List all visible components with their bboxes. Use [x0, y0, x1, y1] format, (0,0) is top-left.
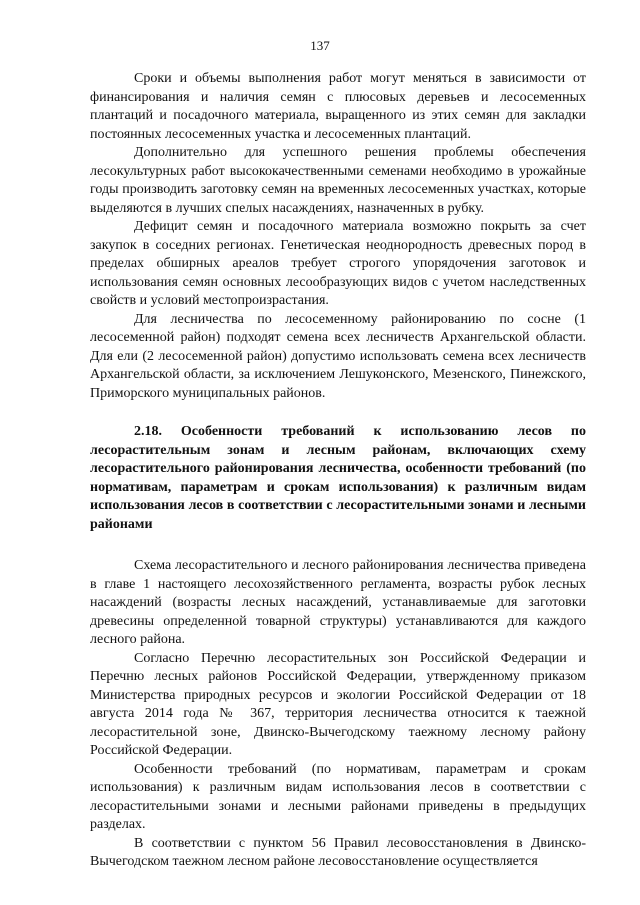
- paragraph: Для лесничества по лесосеменному районированию по сосне (1 лесосеменной район) подходят семена всех лесничеств Архангельской области. Для ели (2 лесосеменной район) допустимо использовать семена всех лесничеств Архангельской области, за исключением Лешуконского, Мезенского, Пинежского, Приморского муниципальных районов.: [90, 311, 586, 401]
- paragraph: Согласно Перечню лесорастительных зон Российской Федерации и Перечню лесных районов Российской Федерации, утвержденному приказом Министерства природных ресурсов и экологии Российской Федерации от 18 августа 2014 года № 367, территория лесничества относится к таежной лесорастительной зоне, Двинско-Вычегодскому таежному лесному району Российской Федерации.: [90, 650, 586, 758]
- page-number: 137: [310, 38, 330, 53]
- section-heading: 2.18. Особенности требований к использованию лесов по лесорастительным зонам и лесным районам, включающих схему лесорастительного районирования лесничества, особенности требований (по нормативам, параметрам и срокам использования) к различным видам использования лесов в соответствии с лесорастительными зонами и лесными районами: [90, 424, 586, 532]
- paragraph: Особенности требований (по нормативам, параметрам и срокам использования) к различным видам использования лесов в соответствии с лесорастительными зонами и лесными районами приведены в предыдущих разделах.: [90, 761, 586, 832]
- body-text: [90, 70, 586, 872]
- paragraph: Сроки и объемы выполнения работ могут меняться в зависимости от финансирования и наличия семян с плюсовых деревьев и лесосеменных плантаций и посадочного материала, выращенного из этих семян для закладки постоянных лесосеменных участка и лесосеменных плантаций.: [90, 71, 586, 142]
- paragraph: Дефицит семян и посадочного материала возможно покрыть за счет закупок в соседних регионах. Генетическая неоднородность древесных пород в пределах обширных ареалов требует строгого упорядочения заготовок и использования семян основных лесообразующих видов с учетом наследственных свойств и условий местопроизрастания.: [90, 219, 586, 308]
- paragraph: В соответствии с пунктом 56 Правил лесовосстановления в Двинско-Вычегодском таежном леcном районе лесовосстановление осуществляется: [90, 835, 586, 869]
- paragraph: Схема лесорастительного и лесного районирования лесничества приведена в главе 1 настоящего лесохозяйственного регламента, возрасты рубок лесных насаждений (возрасты лесных насаждений, устанавливаемые для заготовки древесины определенной товарной структуры) устанавливаются для каждого лесного района.: [90, 558, 586, 647]
- paragraph: Дополнительно для успешного решения проблемы обеспечения лесокультурных работ высококачественными семенами необходимо в урожайные годы производить заготовку семян на временных лесосеменных участках, которые выделяются в лучших спелых насаждениях, назначенных в рубку.: [90, 145, 586, 216]
